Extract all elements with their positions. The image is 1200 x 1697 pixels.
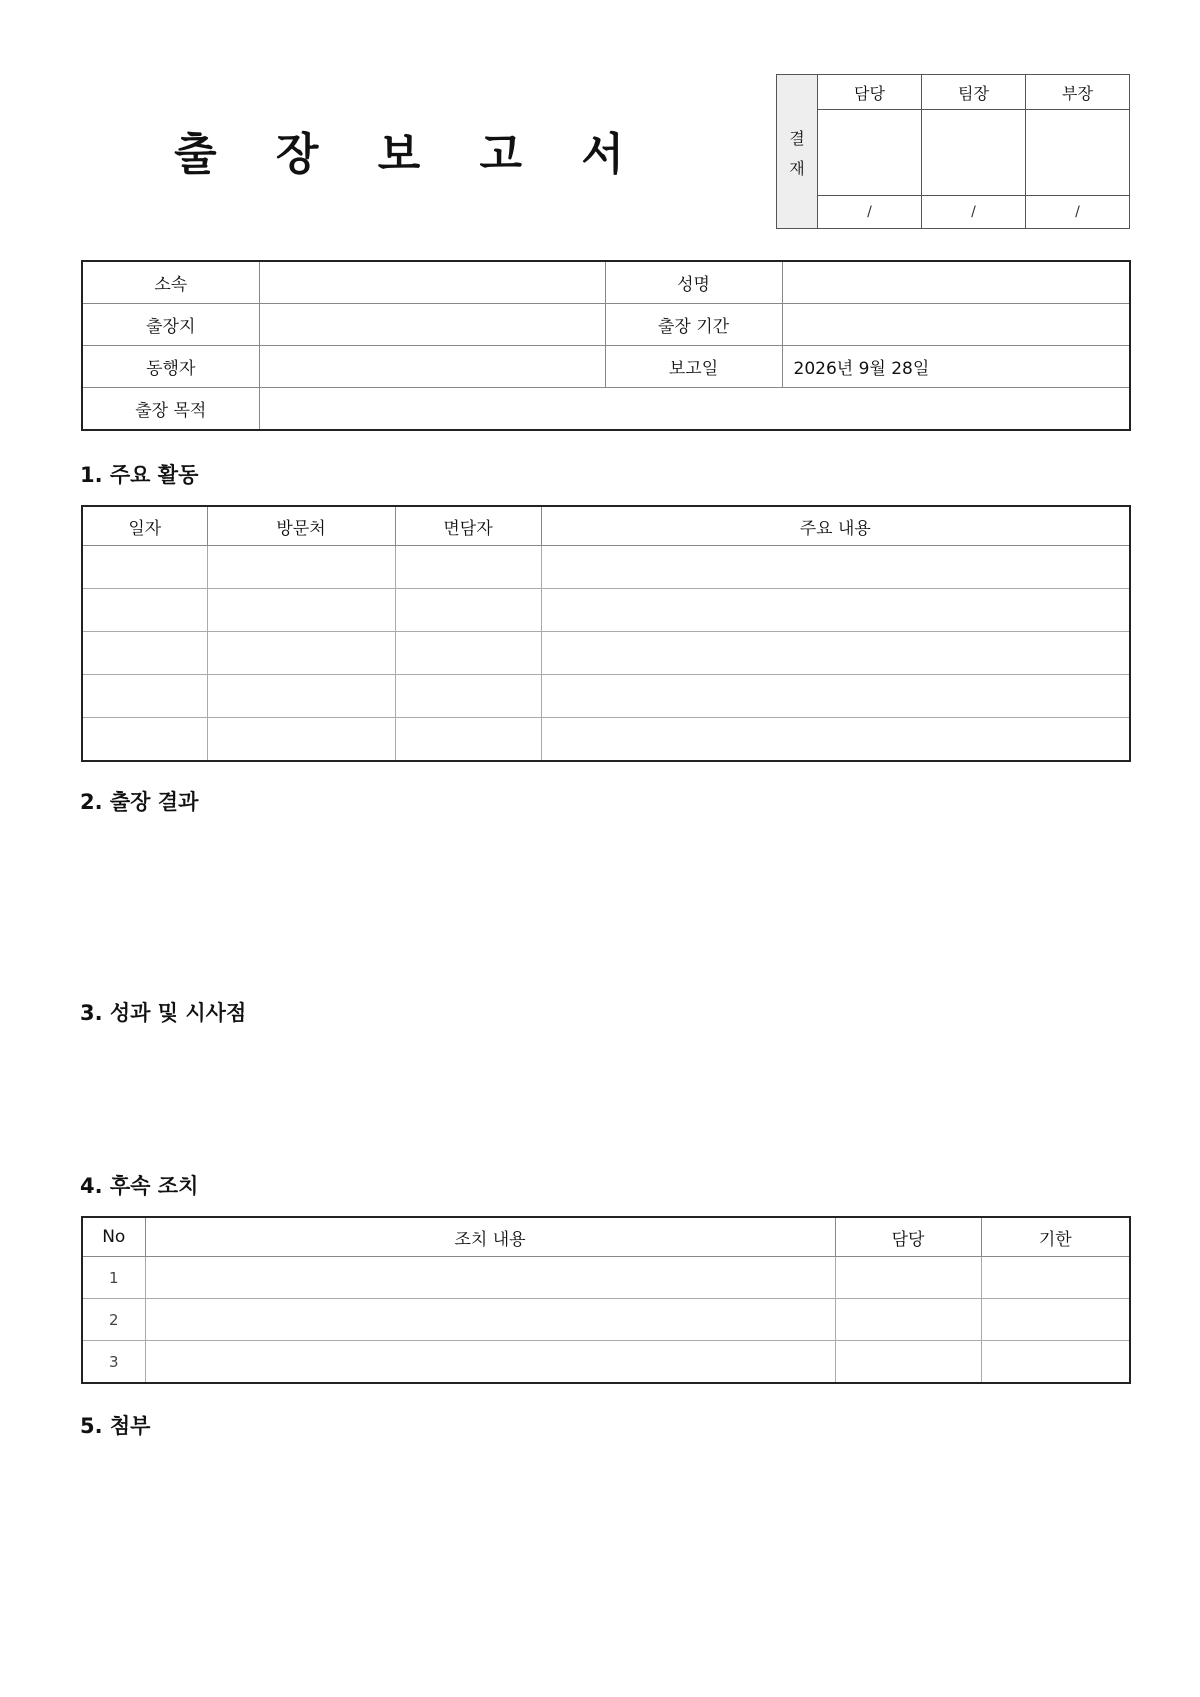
name-label: 성명 [605, 261, 782, 304]
table-row [82, 589, 1130, 632]
table-row [82, 632, 1130, 675]
followup-deadline-cell[interactable] [981, 1341, 1130, 1384]
approval-role-manager: 담당 [818, 75, 922, 110]
basic-info-table [81, 260, 1131, 431]
table-row [82, 1341, 1130, 1384]
followup-header-deadline: 기한 [981, 1217, 1130, 1257]
activities-cell[interactable] [82, 546, 207, 589]
followup-deadline-cell[interactable] [981, 1299, 1130, 1341]
activities-cell[interactable] [541, 632, 1130, 675]
section-heading-insights: 3. 성과 및 시사점 [80, 1001, 247, 1025]
approval-role-team-lead: 팀장 [922, 75, 1026, 110]
trip-purpose-field[interactable] [259, 388, 1130, 431]
section-heading-followup: 4. 후속 조치 [80, 1174, 199, 1198]
results-writing-area[interactable] [80, 820, 1130, 990]
section-heading-activities: 1. 주요 활동 [80, 463, 199, 487]
activities-table [81, 505, 1131, 762]
followup-owner-cell[interactable] [835, 1257, 981, 1299]
trip-purpose-label: 출장 목적 [82, 388, 259, 431]
report-date-field[interactable]: 2026년 9월 28일 [782, 346, 1130, 388]
approval-date-manager[interactable]: / [818, 196, 922, 229]
companion-field[interactable] [259, 346, 605, 388]
activities-cell[interactable] [82, 632, 207, 675]
approval-label [777, 75, 818, 229]
followup-header-no: No [82, 1217, 145, 1257]
followup-header-action: 조치 내용 [145, 1217, 835, 1257]
table-row [82, 546, 1130, 589]
approval-role-department-head: 부장 [1026, 75, 1130, 110]
table-row [82, 1257, 1130, 1299]
section-heading-attachments: 5. 첨부 [80, 1414, 151, 1438]
followup-owner-cell[interactable] [835, 1299, 981, 1341]
followup-row-number: 2 [82, 1299, 145, 1341]
trip-period-field[interactable] [782, 304, 1130, 346]
activities-cell[interactable] [395, 718, 541, 762]
activities-cell[interactable] [395, 632, 541, 675]
activities-cell[interactable] [207, 589, 395, 632]
followup-deadline-cell[interactable] [981, 1257, 1130, 1299]
insights-writing-area[interactable] [80, 1030, 1130, 1160]
name-field[interactable] [782, 261, 1130, 304]
section-heading-results: 2. 출장 결과 [80, 790, 199, 814]
followup-row-number: 1 [82, 1257, 145, 1299]
activities-header-visited-place: 방문처 [207, 506, 395, 546]
followup-action-cell[interactable] [145, 1299, 835, 1341]
approval-signature-manager[interactable] [818, 110, 922, 196]
destination-field[interactable] [259, 304, 605, 346]
report-date-label: 보고일 [605, 346, 782, 388]
activities-header-main-content: 주요 내용 [541, 506, 1130, 546]
activities-cell[interactable] [541, 718, 1130, 762]
approval-box [776, 74, 1130, 229]
approval-date-team-lead[interactable]: / [922, 196, 1026, 229]
table-row [82, 718, 1130, 762]
activities-cell[interactable] [541, 546, 1130, 589]
approval-signature-department-head[interactable] [1026, 110, 1130, 196]
companion-label: 동행자 [82, 346, 259, 388]
activities-cell[interactable] [207, 632, 395, 675]
activities-cell[interactable] [82, 718, 207, 762]
followup-header-owner: 담당 [835, 1217, 981, 1257]
activities-header-interviewee: 면담자 [395, 506, 541, 546]
affiliation-label: 소속 [82, 261, 259, 304]
approval-label-text: 결 재 [789, 128, 805, 178]
activities-cell[interactable] [207, 718, 395, 762]
activities-cell[interactable] [207, 675, 395, 718]
followup-owner-cell[interactable] [835, 1341, 981, 1384]
activities-cell[interactable] [541, 675, 1130, 718]
followup-action-cell[interactable] [145, 1257, 835, 1299]
destination-label: 출장지 [82, 304, 259, 346]
table-row [82, 1299, 1130, 1341]
followup-row-number: 3 [82, 1341, 145, 1384]
activities-cell[interactable] [82, 589, 207, 632]
approval-signature-team-lead[interactable] [922, 110, 1026, 196]
followup-table [81, 1216, 1131, 1384]
attachments-area[interactable] [80, 1445, 1130, 1645]
activities-header-date: 일자 [82, 506, 207, 546]
followup-action-cell[interactable] [145, 1341, 835, 1384]
activities-cell[interactable] [541, 589, 1130, 632]
activities-cell[interactable] [395, 589, 541, 632]
page-title: 출 장 보 고 서 [174, 129, 646, 180]
affiliation-field[interactable] [259, 261, 605, 304]
approval-date-department-head[interactable]: / [1026, 196, 1130, 229]
activities-cell[interactable] [207, 546, 395, 589]
activities-cell[interactable] [395, 675, 541, 718]
table-row [82, 675, 1130, 718]
activities-cell[interactable] [395, 546, 541, 589]
trip-period-label: 출장 기간 [605, 304, 782, 346]
activities-cell[interactable] [82, 675, 207, 718]
